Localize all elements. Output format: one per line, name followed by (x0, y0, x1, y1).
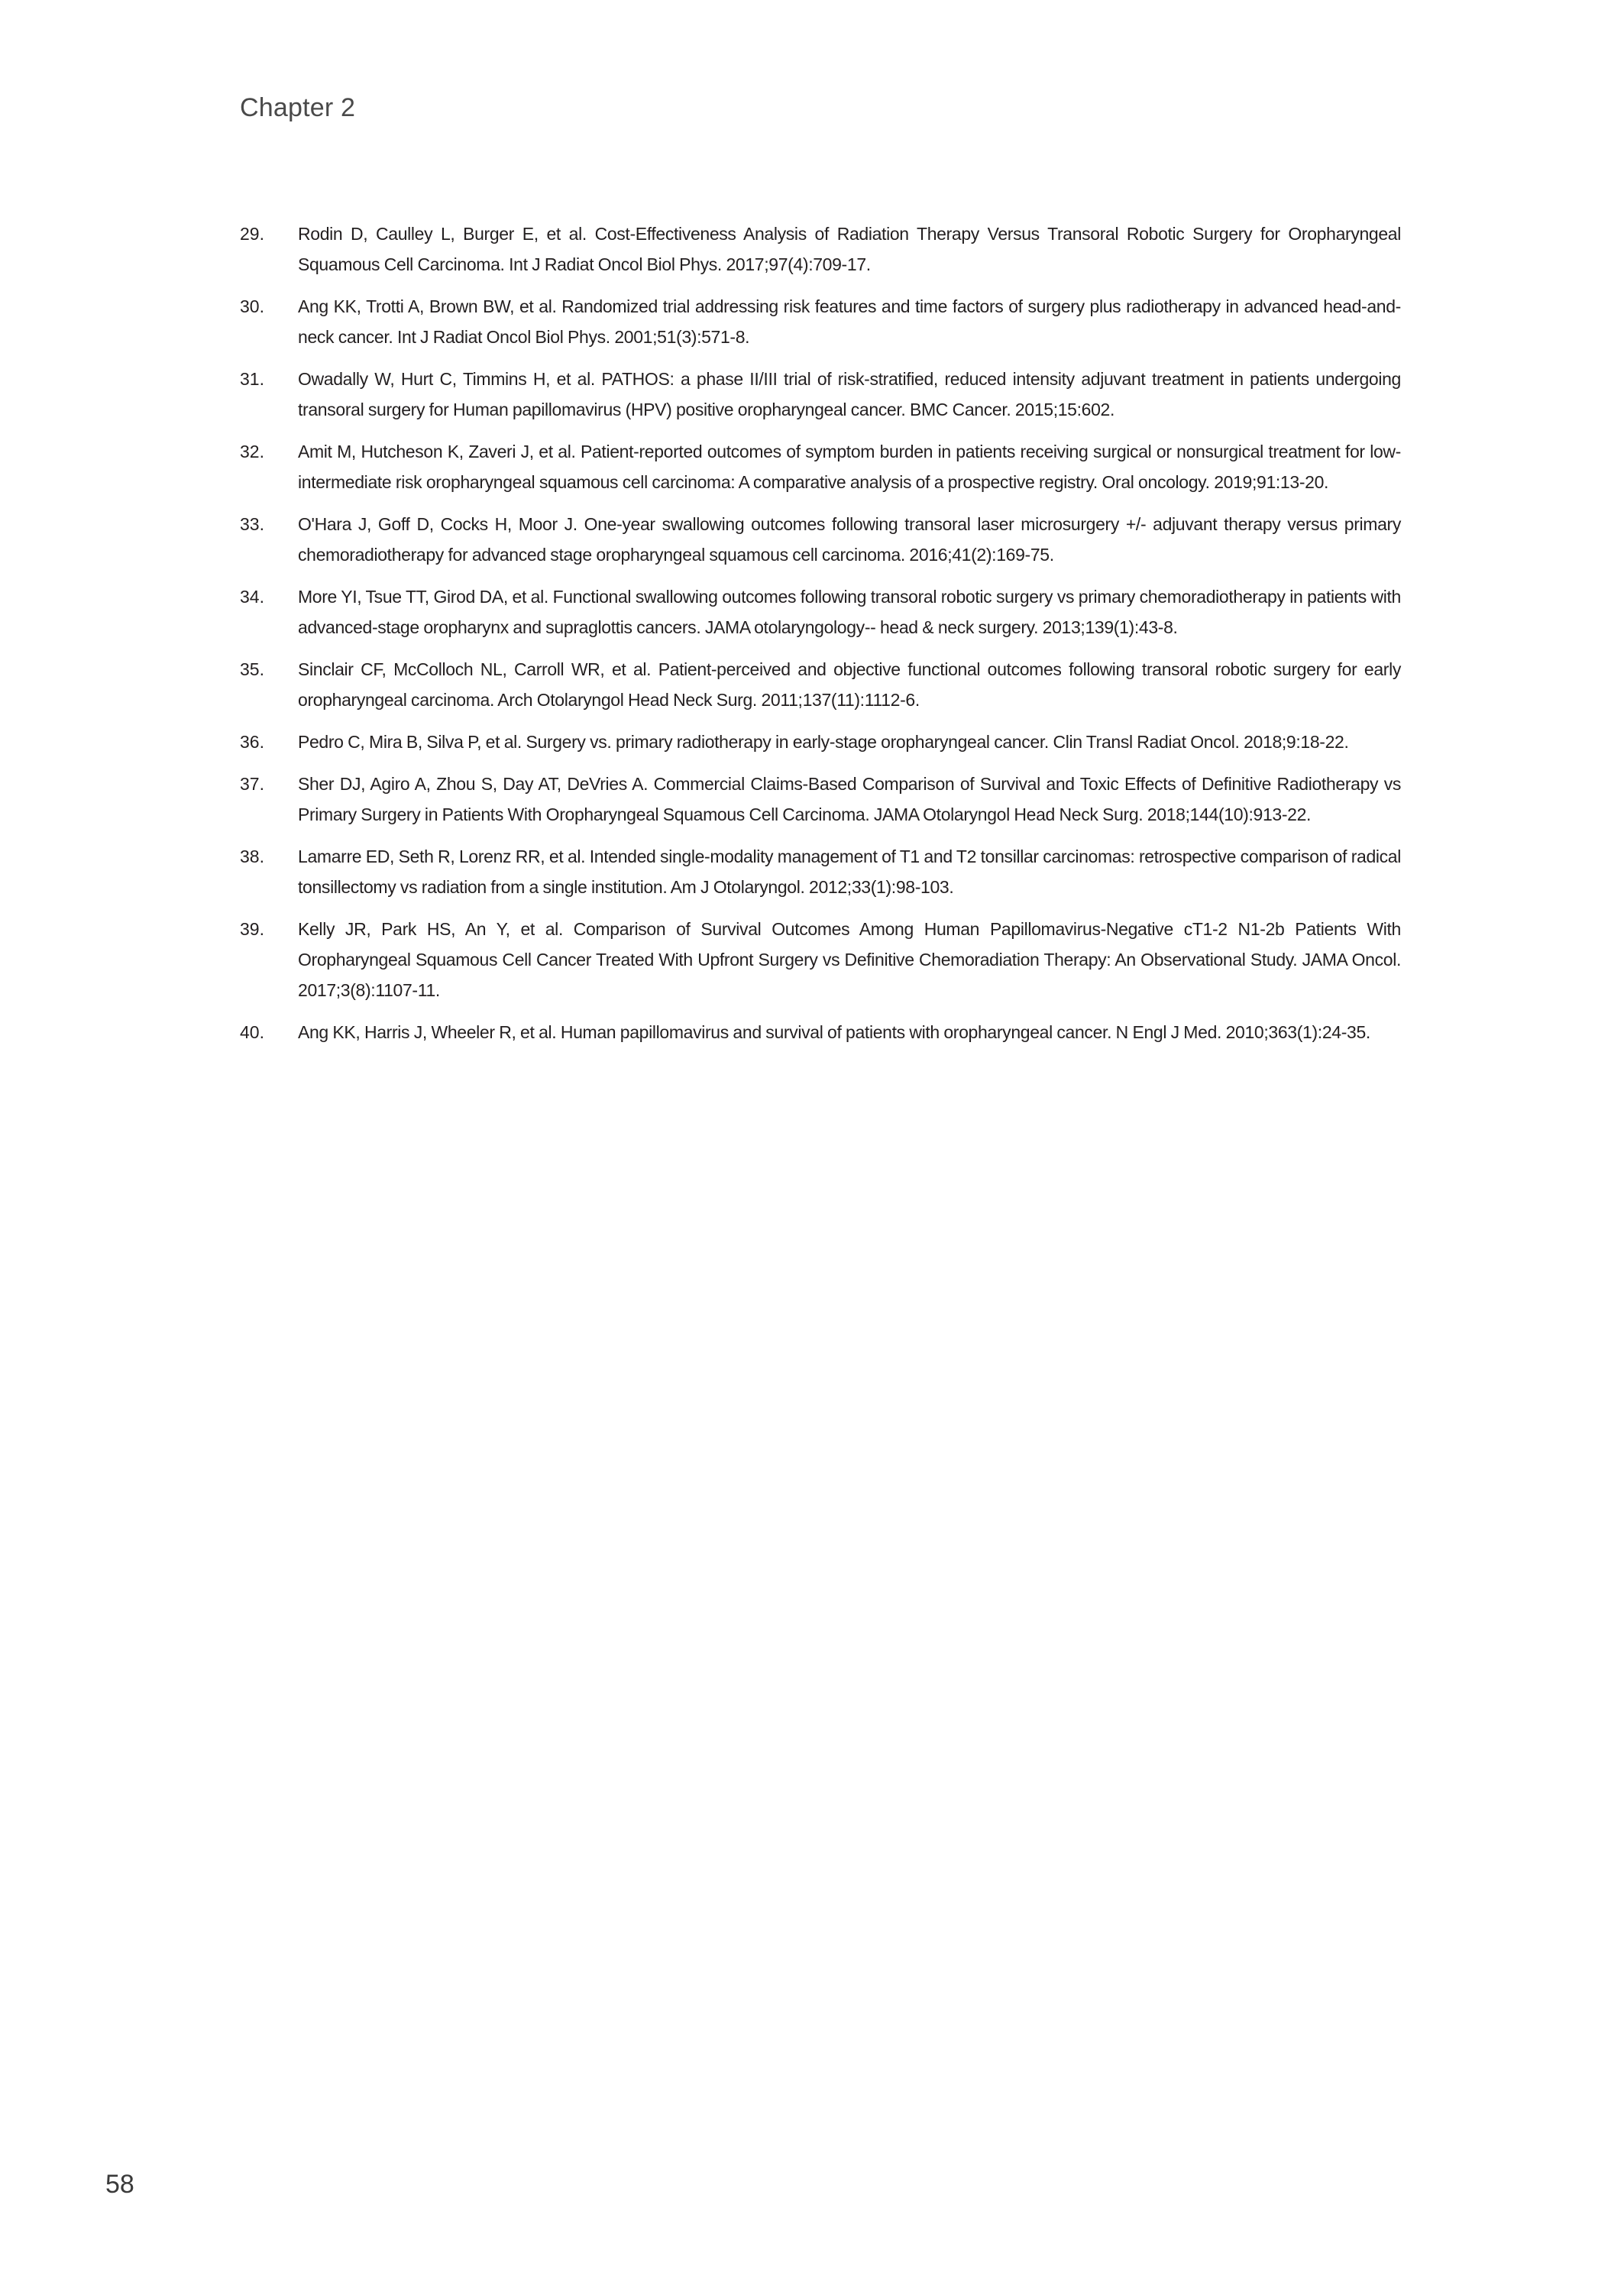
reference-text: Sher DJ, Agiro A, Zhou S, Day AT, DeVries A. Commercial Claims-Based Comparison of Survival and Toxic Effects of Definitive Radiotherapy vs Primary Surgery in Patients With Oropharyngeal Squamous Cell Carcinoma. JAMA Otolaryngol Head Neck Surg. 2018;144(10):913-22. (298, 774, 1401, 824)
reference-item (240, 727, 1401, 757)
reference-text: Kelly JR, Park HS, An Y, et al. Comparison of Survival Outcomes Among Human Papillomavirus-Negative cT1-2 N1-2b Patients With Oropharyngeal Squamous Cell Cancer Treated With Upfront Surgery vs Definitive Chemoradiation Therapy: An Observational Study. JAMA Oncol. 2017;3(8):1107-11. (298, 919, 1401, 1000)
reference-item (240, 291, 1401, 352)
reference-number: 40. (240, 1022, 264, 1042)
reference-item (240, 581, 1401, 643)
reference-number: 36. (240, 732, 264, 752)
reference-text: O'Hara J, Goff D, Cocks H, Moor J. One-year swallowing outcomes following transoral laser microsurgery +/- adjuvant therapy versus primary chemoradiotherapy for advanced stage oropharyngeal squamous cell carcinoma. 2016;41(2):169-75. (298, 514, 1401, 565)
reference-text: Ang KK, Trotti A, Brown BW, et al. Randomized trial addressing risk features and time factors of surgery plus radiotherapy in advanced head-and-neck cancer. Int J Radiat Oncol Biol Phys. 2001;51(3):571-8. (298, 296, 1401, 347)
chapter-header: Chapter 2 (240, 93, 356, 122)
reference-item (240, 509, 1401, 570)
reference-number: 35. (240, 659, 264, 679)
reference-text: Owadally W, Hurt C, Timmins H, et al. PATHOS: a phase II/III trial of risk-stratified, reduced intensity adjuvant treatment in patients undergoing transoral surgery for Human papillomavirus (HPV) positive oropharyngeal cancer. BMC Cancer. 2015;15:602. (298, 369, 1401, 419)
reference-list (240, 219, 1401, 1059)
reference-item (240, 436, 1401, 497)
reference-number: 37. (240, 774, 264, 794)
reference-number: 31. (240, 369, 264, 389)
reference-item (240, 364, 1401, 425)
reference-item (240, 219, 1401, 280)
reference-item (240, 769, 1401, 830)
reference-number: 33. (240, 514, 264, 534)
reference-text: Ang KK, Harris J, Wheeler R, et al. Human papillomavirus and survival of patients with oropharyngeal cancer. N Engl J Med. 2010;363(1):24-35. (298, 1022, 1370, 1042)
reference-number: 38. (240, 847, 264, 866)
reference-item (240, 1017, 1401, 1047)
reference-text: More YI, Tsue TT, Girod DA, et al. Functional swallowing outcomes following transoral robotic surgery vs primary chemoradiotherapy in patients with advanced-stage oropharynx and supraglottis cancers. JAMA otolaryngology-- head & neck surgery. 2013;139(1):43-8. (298, 587, 1401, 637)
reference-text: Rodin D, Caulley L, Burger E, et al. Cost-Effectiveness Analysis of Radiation Therapy Versus Transoral Robotic Surgery for Oropharyngeal Squamous Cell Carcinoma. Int J Radiat Oncol Biol Phys. 2017;97(4):709-17. (298, 224, 1401, 274)
reference-number: 34. (240, 587, 264, 607)
reference-item (240, 841, 1401, 902)
reference-item (240, 654, 1401, 715)
reference-text: Lamarre ED, Seth R, Lorenz RR, et al. Intended single-modality management of T1 and T2 tonsillar carcinomas: retrospective comparison of radical tonsillectomy vs radiation from a single institution. Am J Otolaryngol. 2012;33(1):98-103. (298, 847, 1401, 897)
page-number: 58 (105, 2170, 134, 2199)
reference-item (240, 914, 1401, 1005)
reference-text: Pedro C, Mira B, Silva P, et al. Surgery vs. primary radiotherapy in early-stage oropharyngeal cancer. Clin Transl Radiat Oncol. 2018;9:18-22. (298, 732, 1349, 752)
reference-number: 32. (240, 442, 264, 461)
reference-text: Amit M, Hutcheson K, Zaveri J, et al. Patient-reported outcomes of symptom burden in patients receiving surgical or nonsurgical treatment for low-intermediate risk oropharyngeal squamous cell carcinoma: A comparative analysis of a prospective registry. Oral oncology. 2019;91:13-20. (298, 442, 1401, 492)
reference-number: 30. (240, 296, 264, 316)
reference-number: 29. (240, 224, 264, 244)
reference-text: Sinclair CF, McColloch NL, Carroll WR, et al. Patient-perceived and objective functional outcomes following transoral robotic surgery for early oropharyngeal carcinoma. Arch Otolaryngol Head Neck Surg. 2011;137(11):1112-6. (298, 659, 1401, 710)
reference-number: 39. (240, 919, 264, 939)
